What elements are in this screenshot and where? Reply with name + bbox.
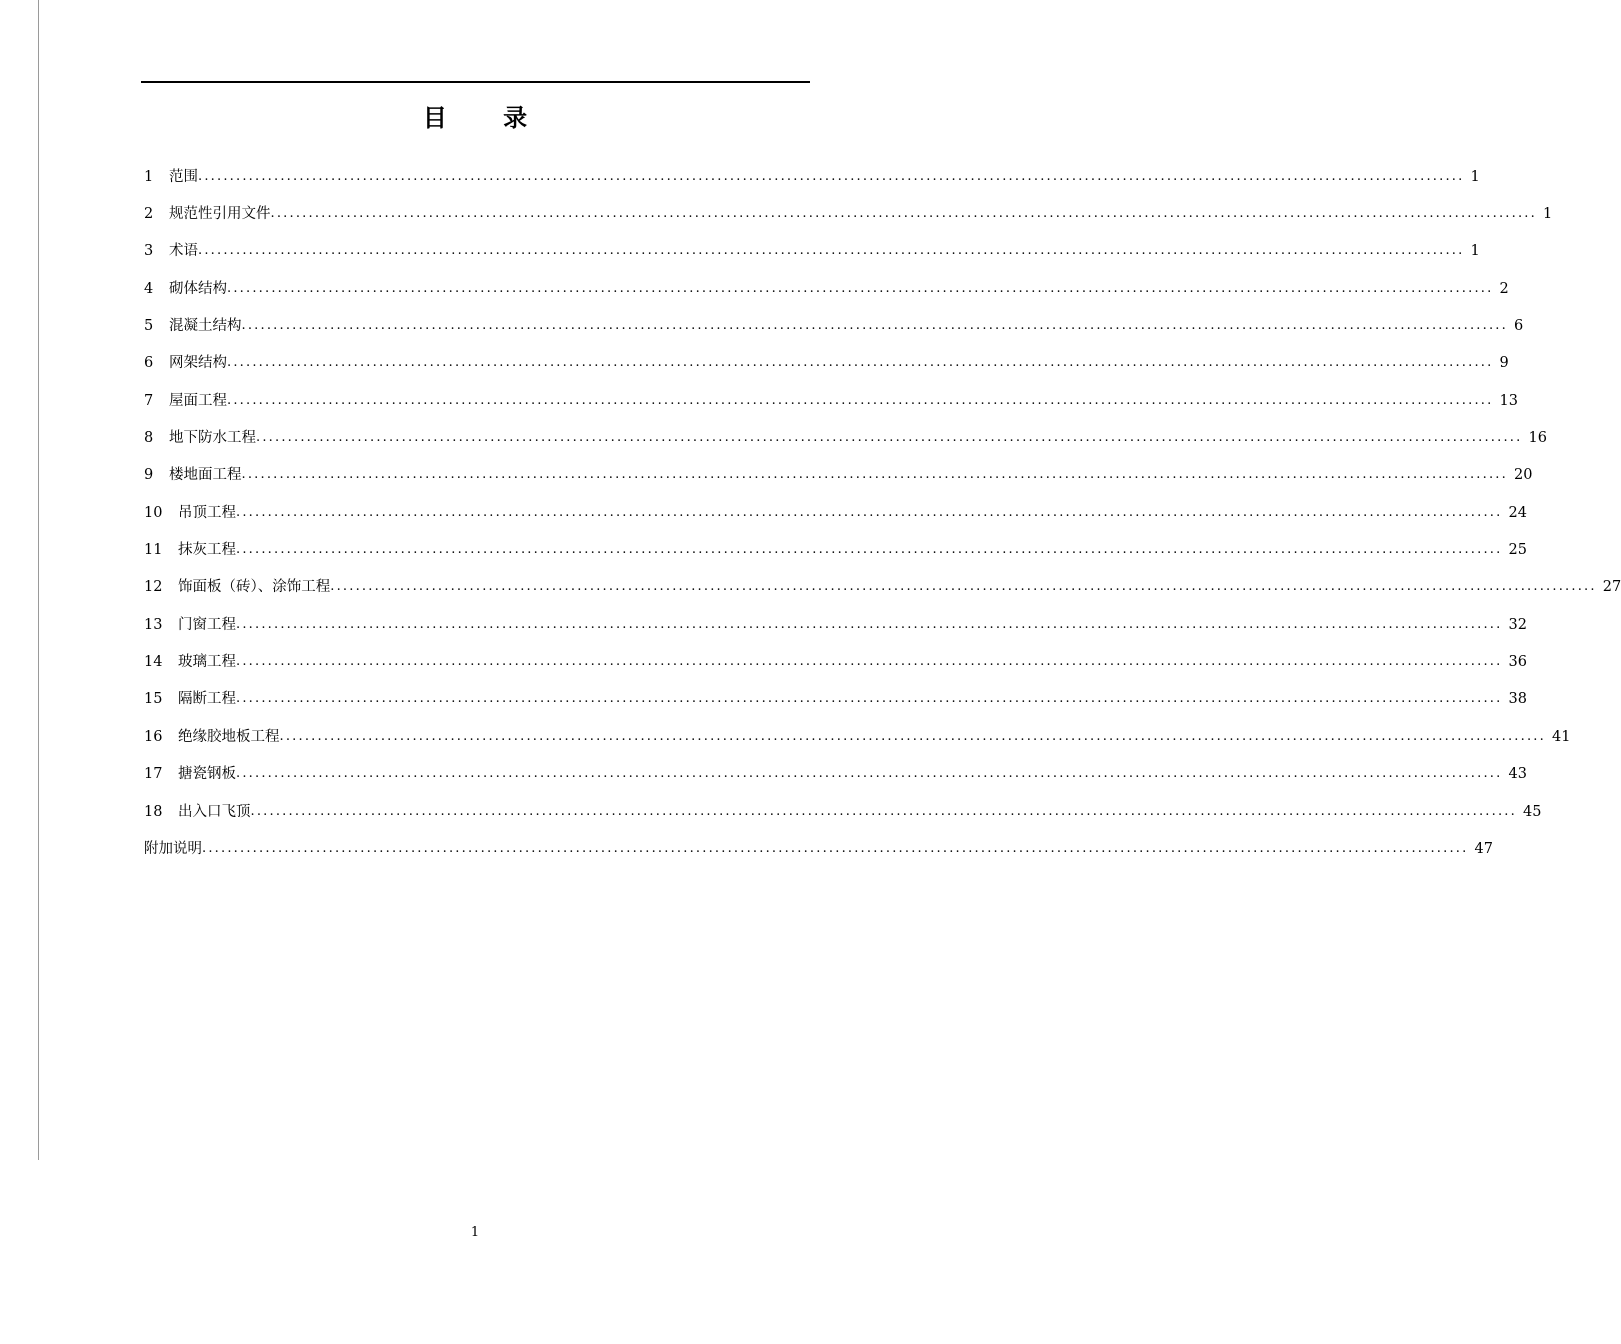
toc-entry[interactable] — [144, 718, 1571, 755]
toc-entry[interactable] — [144, 158, 1480, 195]
toc-entry-number: 7 — [144, 392, 154, 409]
toc-dot-leader: ........................................................................................................................................................................................................ — [227, 392, 1494, 408]
toc-entry-page: 6 — [1513, 318, 1524, 335]
toc-entry-number: 5 — [144, 318, 154, 335]
toc-dot-leader: ........................................................................................................................................................................................................ — [270, 206, 1537, 222]
toc-dot-leader: ........................................................................................................................................................................................................ — [279, 728, 1546, 744]
toc-entry[interactable] — [144, 830, 1493, 867]
toc-entry[interactable] — [144, 307, 1524, 344]
toc-entry-number: 10 — [144, 504, 163, 521]
toc-entry-page: 13 — [1499, 392, 1518, 409]
toc-entry-label: 附加说明 — [144, 840, 202, 857]
toc-dot-leader: ........................................................................................................................................................................................................ — [227, 280, 1494, 296]
toc-dot-leader: ........................................................................................................................................................................................................ — [198, 243, 1465, 259]
toc-dot-leader: ........................................................................................................................................................................................................ — [250, 803, 1517, 819]
toc-entry[interactable] — [144, 233, 1480, 270]
toc-entry-page: 38 — [1508, 691, 1527, 708]
toc-entry[interactable] — [144, 681, 1527, 718]
toc-entry-number: 4 — [144, 280, 154, 297]
toc-entry[interactable] — [144, 756, 1527, 793]
toc-dot-leader: ........................................................................................................................................................................................................ — [227, 355, 1494, 371]
toc-dot-leader: ........................................................................................................................................................................................................ — [236, 542, 1503, 558]
toc-entry[interactable] — [144, 606, 1527, 643]
toc-entry-label: 隔断工程 — [178, 691, 236, 708]
toc-dot-leader: ........................................................................................................................................................................................................ — [236, 504, 1503, 520]
toc-entry-number: 3 — [144, 243, 154, 260]
page-number: 1 — [470, 1225, 480, 1240]
toc-dot-leader: ........................................................................................................................................................................................................ — [241, 467, 1508, 483]
toc-entry-label: 饰面板（砖）、涂饰工程 — [178, 579, 331, 596]
toc-entry-label: 玻璃工程 — [178, 654, 236, 671]
toc-dot-leader: ........................................................................................................................................................................................................ — [241, 318, 1508, 334]
toc-entry-label: 绝缘胶地板工程 — [178, 728, 280, 745]
toc-entry-label: 砌体结构 — [169, 280, 227, 297]
toc-entry-label: 规范性引用文件 — [169, 206, 271, 223]
toc-entry-label: 网架结构 — [169, 355, 227, 372]
toc-entry-page: 2 — [1499, 280, 1509, 297]
toc-dot-leader: ........................................................................................................................................................................................................ — [256, 430, 1523, 446]
toc-entry-number: 11 — [144, 542, 163, 559]
toc-entry[interactable] — [144, 382, 1518, 419]
toc-entry-label: 地下防水工程 — [169, 430, 256, 447]
toc-dot-leader: ........................................................................................................................................................................................................ — [236, 616, 1503, 632]
toc-entry-page: 20 — [1513, 467, 1533, 484]
toc-dot-leader: ........................................................................................................................................................................................................ — [198, 168, 1465, 184]
toc-entry-number: 1 — [144, 168, 154, 185]
toc-entry-number: 8 — [144, 430, 154, 447]
toc-entry-page: 47 — [1474, 840, 1493, 857]
toc-title: 目 录 — [422, 104, 552, 132]
toc-entry-number: 18 — [144, 803, 163, 820]
toc-entry-label: 术语 — [169, 243, 198, 260]
toc-entry-number: 16 — [144, 728, 163, 745]
toc-entry-page: 16 — [1528, 430, 1547, 447]
toc-entry-number: 12 — [144, 579, 163, 596]
toc-entry-label: 门窗工程 — [178, 616, 236, 633]
toc-entry-page: 32 — [1508, 616, 1527, 633]
toc-entry-label: 楼地面工程 — [169, 467, 242, 484]
toc-dot-leader: ........................................................................................................................................................................................................ — [202, 840, 1469, 856]
toc-entry-label: 吊顶工程 — [178, 504, 236, 521]
toc-entry-label: 屋面工程 — [169, 392, 227, 409]
toc-entry-page: 9 — [1499, 355, 1509, 372]
toc-dot-leader: ........................................................................................................................................................................................................ — [236, 654, 1503, 670]
toc-entry[interactable] — [144, 457, 1533, 494]
toc-entry[interactable] — [144, 569, 1621, 606]
toc-entry[interactable] — [144, 643, 1527, 680]
toc-entry[interactable] — [144, 195, 1553, 232]
toc-entry[interactable] — [144, 270, 1509, 307]
toc-entry-number: 9 — [144, 467, 154, 484]
toc-dot-leader: ........................................................................................................................................................................................................ — [236, 766, 1503, 782]
toc-entry-number: 15 — [144, 691, 163, 708]
header-rule — [141, 81, 810, 83]
toc-dot-leader: ........................................................................................................................................................................................................ — [236, 691, 1503, 707]
toc-entry-label: 混凝土结构 — [169, 318, 242, 335]
toc-entry-page: 1 — [1470, 168, 1480, 185]
toc-list — [144, 158, 1621, 868]
toc-entry-page: 24 — [1508, 504, 1527, 521]
toc-entry[interactable] — [144, 419, 1547, 456]
toc-entry[interactable] — [144, 531, 1527, 568]
toc-entry-label: 搪瓷钢板 — [178, 766, 236, 783]
toc-entry-number: 6 — [144, 355, 154, 372]
binding-margin-line — [38, 0, 39, 1160]
toc-entry-number: 14 — [144, 654, 163, 671]
toc-entry-number: 2 — [144, 206, 154, 223]
toc-entry-label: 出入口飞顶 — [178, 803, 251, 820]
toc-entry-page: 1 — [1470, 243, 1480, 260]
toc-entry-number: 17 — [144, 766, 163, 783]
toc-entry-number: 13 — [144, 616, 163, 633]
toc-entry-label: 范围 — [169, 168, 198, 185]
toc-entry-page: 25 — [1508, 542, 1527, 559]
toc-dot-leader: ........................................................................................................................................................................................................ — [330, 579, 1597, 595]
toc-entry-page: 41 — [1551, 728, 1571, 745]
toc-entry-page: 27 — [1602, 579, 1621, 596]
toc-entry-page: 36 — [1508, 654, 1527, 671]
toc-entry[interactable] — [144, 345, 1509, 382]
toc-entry-page: 45 — [1522, 803, 1542, 820]
toc-entry-label: 抹灰工程 — [178, 542, 236, 559]
toc-entry[interactable] — [144, 494, 1527, 531]
toc-entry-page: 1 — [1542, 206, 1553, 223]
toc-entry-page: 43 — [1508, 766, 1527, 783]
toc-entry[interactable] — [144, 793, 1542, 830]
